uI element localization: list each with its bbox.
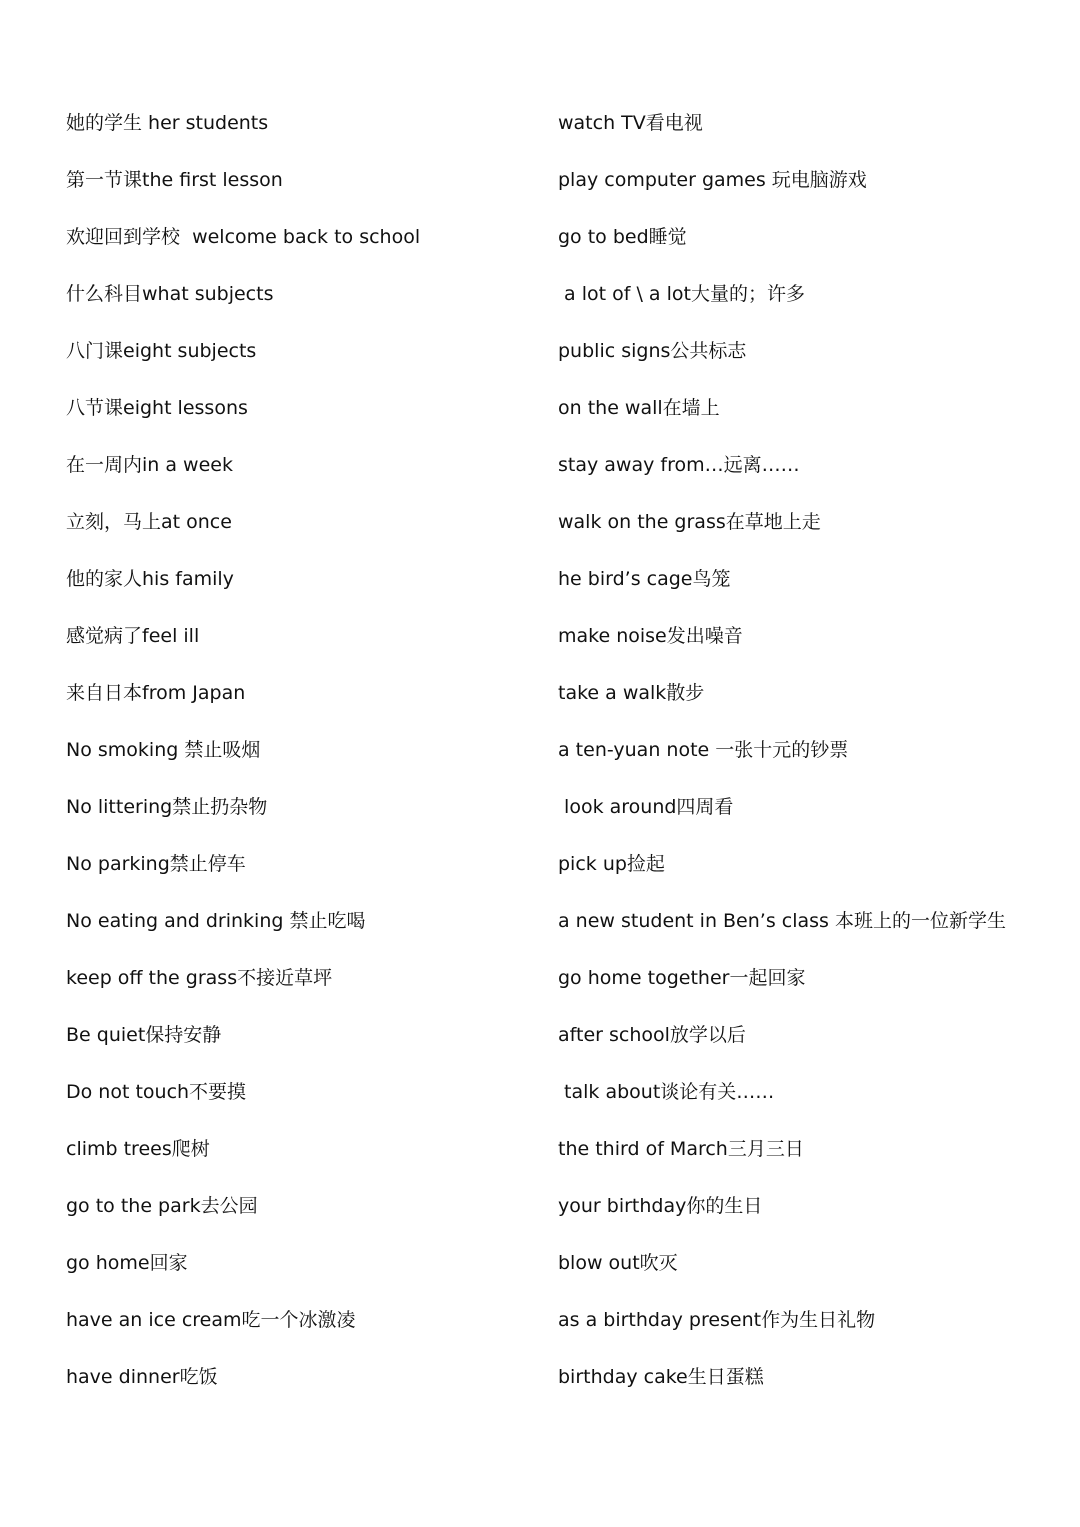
vocab-entry: go home回家 <box>66 1252 188 1274</box>
vocab-entry: after school放学以后 <box>558 1024 746 1046</box>
vocab-entry: 在一周内in a week <box>66 454 233 476</box>
vocab-entry: walk on the grass在草地上走 <box>558 511 821 533</box>
vocab-entry: on the wall在墙上 <box>558 397 720 419</box>
vocab-entry: take a walk散步 <box>558 682 705 704</box>
vocab-entry: 来自日本from Japan <box>66 682 246 704</box>
vocab-entry: as a birthday present作为生日礼物 <box>558 1309 876 1331</box>
vocab-entry: talk about谈论有关…… <box>558 1081 775 1103</box>
vocab-entry: 欢迎回到学校 welcome back to school <box>66 226 421 248</box>
vocab-entry: play computer games 玩电脑游戏 <box>558 169 867 191</box>
vocab-entry: a ten-yuan note 一张十元的钞票 <box>558 739 849 761</box>
vocab-entry: stay away from…远离…… <box>558 454 800 476</box>
vocab-entry: the third of March三月三日 <box>558 1138 804 1160</box>
vocab-entry: Do not touch不要摸 <box>66 1081 247 1103</box>
right-vocabulary-column <box>558 95 1058 1406</box>
vocab-entry: look around四周看 <box>558 796 734 818</box>
vocab-entry: public signs公共标志 <box>558 340 747 362</box>
vocab-entry: keep off the grass不接近草坪 <box>66 967 333 989</box>
vocab-entry: your birthday你的生日 <box>558 1195 763 1217</box>
vocab-entry: birthday cake生日蛋糕 <box>558 1366 764 1388</box>
vocab-entry: make noise发出噪音 <box>558 625 743 647</box>
vocab-entry: No eating and drinking 禁止吃喝 <box>66 910 366 932</box>
vocab-entry: blow out吹灭 <box>558 1252 678 1274</box>
vocab-entry: he bird’s cage鸟笼 <box>558 568 731 590</box>
vocab-entry: a new student in Ben’s class 本班上的一位新学生 <box>558 910 1006 932</box>
vocab-entry: go to the park去公园 <box>66 1195 258 1217</box>
vocab-entry: 他的家人his family <box>66 568 234 590</box>
vocab-entry: watch TV看电视 <box>558 112 703 134</box>
left-vocabulary-column <box>66 95 536 1406</box>
vocab-entry: 感觉病了feel ill <box>66 625 200 647</box>
vocab-entry: No smoking 禁止吸烟 <box>66 739 261 761</box>
vocab-entry: a lot of \ a lot大量的；许多 <box>558 283 805 305</box>
vocab-entry: No parking禁止停车 <box>66 853 246 875</box>
vocab-entry: have dinner吃饭 <box>66 1366 218 1388</box>
vocab-entry: go home together一起回家 <box>558 967 806 989</box>
vocab-entry: climb trees爬树 <box>66 1138 210 1160</box>
vocab-entry: go to bed睡觉 <box>558 226 687 248</box>
vocab-entry: have an ice cream吃一个冰激凌 <box>66 1309 356 1331</box>
vocab-entry: Be quiet保持安静 <box>66 1024 222 1046</box>
vocab-entry: 什么科目what subjects <box>66 283 274 305</box>
vocab-entry: 第一节课the first lesson <box>66 169 283 191</box>
vocab-entry: No littering禁止扔杂物 <box>66 796 268 818</box>
vocab-entry: 八节课eight lessons <box>66 397 248 419</box>
vocab-entry: 立刻，马上at once <box>66 511 232 533</box>
vocab-entry: 她的学生 her students <box>66 112 269 134</box>
vocab-entry: 八门课eight subjects <box>66 340 257 362</box>
vocab-entry: pick up捡起 <box>558 853 665 875</box>
